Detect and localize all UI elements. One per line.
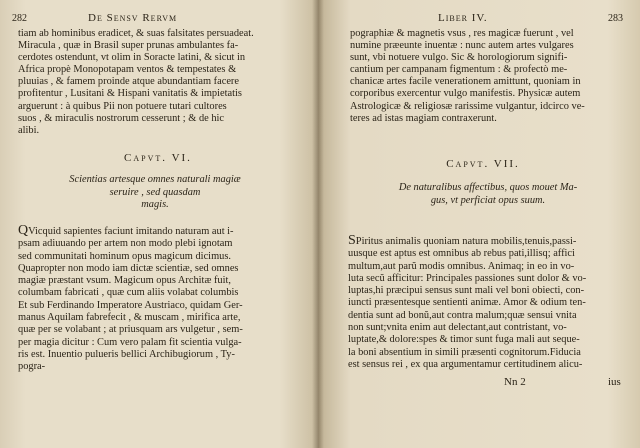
text-line: per magia dicitur : Cum vero palam fit scientia vulga- [18,336,242,348]
text-line: numine præeunte inuentæ : nunc autem artes vulgares [350,40,574,52]
left-page [0,0,318,448]
text-line: cantium per campanam figmentum : & profectò me- [350,64,568,76]
text-line: iuncti præsentesque sentienti animæ. Amor & odium ten- [348,297,586,309]
text-line: cerdotes ostendunt, vt olim in Soracte latini, & sicut in [18,52,246,64]
summary-line: De naturalibus affectibus, quos mouet Ma- [398,182,578,193]
summary-line: magis. [141,199,169,210]
text-line: pographiæ & magnetis vsus , res magicæ fuerunt , vel [350,28,574,39]
text-line: Quapropter non modo iam dictæ scientiæ, sed omnes [18,262,239,274]
text-line: corporibus exercentur vulgo manifestis. Physicæ autem [350,88,581,100]
text-line: multum,aut parŭ modis omnibus. Animaq; in eo in vo- [348,260,575,272]
text-line: SPiritus animalis quoniam natura mobilis,tenuis,passi- [348,235,577,248]
summary-line: seruire , sed quasdam [109,186,201,198]
text-line: luptate,& dolore:spes & timor sunt fuga mali aut seque- [348,334,580,346]
text-line: pluuias , & famem proinde atque abundantiam facere [18,76,240,88]
text-line: alibi. [18,124,40,136]
summary-line: gus, vt perficiat opus suum. [430,194,546,206]
text-line: quæ per se volabant ; at priusquam ars vulgetur , sem- [18,324,243,336]
text-line: Miracula , quæ in Brasil super prunas ambulantes fa- [18,40,239,52]
text-line: suos , & miraculis nostrorum cesserunt ; & de hic [18,112,225,124]
text-line: arguerunt : à quibus Pii non potuere tutari cultores [18,100,227,112]
text-line: Africa propè Monopotapam ventos & tempestates & [18,64,237,76]
text-line: manus Aquilam fabrefecit , & muscam , mirifica arte, [18,312,241,324]
text-line: uusque est aptus est omnibus ab rebus pati,illisq; affici [348,248,575,260]
summary-line: Scientias artesque omnes naturali magiæ [69,174,241,185]
right-page [318,0,640,448]
text-line: magiæ præstant vsum. Magicum opus Architæ fuit, [18,275,231,287]
text-line: chanicæ artes facile venerationem amittunt, quoniam in [350,76,581,88]
left-running-head: De Sensv Rervm [88,12,178,24]
text-line: dentia sunt ad bonŭ,aut contra malum;quæ sensui vnita [348,309,577,321]
text-line: luptas,hi præcipui sensus sunt mali vel boni obiecti, con- [348,285,585,297]
text-line: la boni absentium in simili præsenti cognitorum.Fiducia [348,346,581,358]
text-line: luta secŭ afficitur: Principales passiones sunt dolor & vo- [348,272,587,284]
left-body-paragraph [18,225,310,374]
text-line: columbam fabricati , quæ cum aliis volabat columbis [18,287,239,299]
right-body-paragraph [348,235,634,371]
text-line: tiam ab hominibus eradicet, & suas falsitates persuadeat. [18,28,254,39]
drop-cap: S [348,235,356,248]
catchword: ius [608,376,621,388]
right-chapter-summary [358,182,618,207]
left-chapter-summary [20,174,290,212]
right-running-head: Liber IV. [438,12,488,24]
text-line: ris est. Inuentio pulueris bellici Archibugiorum , Ty- [18,348,235,360]
gutter-shadow [312,0,324,448]
text-line: sed communitati hominum opus magicum dicimus. [18,250,231,262]
signature-mark: Nn 2 [504,376,526,388]
text-line: non sunt;vnita enim aut delectant,aut contristant, vo- [348,322,567,334]
left-top-paragraph [18,28,310,137]
text-line: profitentur , Lusitani & Hispani vanitatis & impietatis [18,88,242,100]
text-line: sunt, vbi notuere vulgo. Sic & horologiorum signifi- [350,52,568,64]
text-line: psam adiuuando per artem non modo plebi ignotam [18,238,233,250]
text-line: est sensus rei , ex qua argumentamur certitudinem alicu- [348,358,583,370]
right-top-paragraph [350,28,632,125]
left-folio: 282 [12,13,27,24]
drop-cap: Q [18,225,29,238]
right-folio: 283 [608,13,623,24]
text-line: Astrologicæ & religiosæ rarissime vulgantur, idcirco ve- [350,100,585,112]
text-line: teres ad istas magiam contraxerunt. [350,112,497,124]
text-line: QVicquid sapientes faciunt imitando naturam aut i- [18,225,234,238]
text-line: Et sub Ferdinando Imperatore Austriaco, quidam Ger- [18,299,243,311]
right-chapter-heading: Capvt. VII. [446,158,520,170]
text-line: pogra- [18,361,46,373]
left-chapter-heading: Capvt. VI. [124,152,192,164]
